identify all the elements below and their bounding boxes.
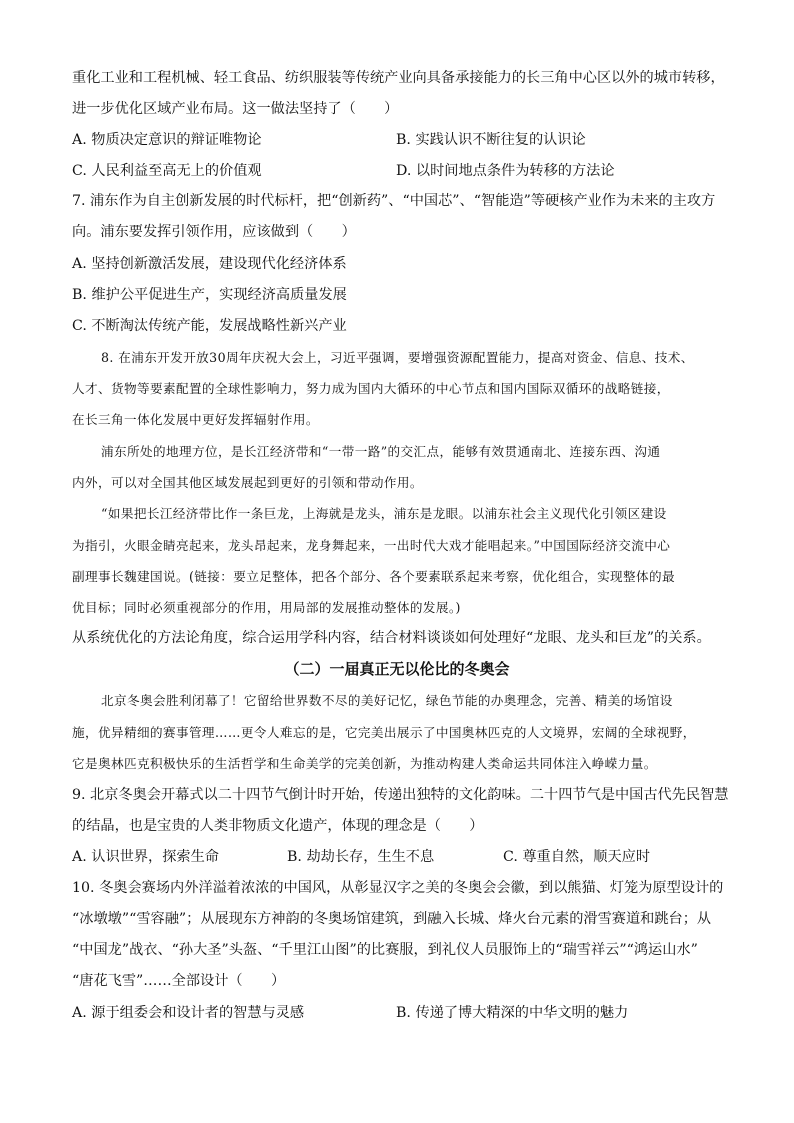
q6-option-b[interactable]: B. 实践认识不断往复的认识论	[396, 132, 586, 148]
q9-stem-line-1: 9. 北京冬奥会开幕式以二十四节气倒计时开始，传递出独特的文化韵味。二十四节气是中国古代先民智慧	[72, 787, 729, 803]
section-2-material-line-3: 它是奥林匹克积极快乐的生活哲学和生命美学的完美创新，为推动构建人类命运共同体注入峥嵘力量。	[72, 756, 657, 771]
q9-option-c[interactable]: C. 尊重自然，顺天应时	[503, 849, 651, 865]
q8-material-p1-line-1: 8. 在浦东开发开放30周年庆祝大会上，习近平强调，要增强资源配置能力，提高对资金、信息、技术、	[101, 350, 694, 365]
q6-stem-line-1: 重化工业和工程机械、轻工食品、纺织服装等传统产业向具备承接能力的长三角中心区以外的城市转移，	[72, 70, 725, 86]
section-2-material-line-2: 施，优异精细的赛事管理……更令人难忘的是，它完美出展示了中国奥林匹克的人文境界，宏阔的全球视野，	[72, 725, 696, 740]
q7-option-a[interactable]: A. 坚持创新激活发展，建设现代化经济体系	[72, 256, 347, 272]
q8-material-p1-line-3: 在长三角一体化发展中更好发挥辐射作用。	[72, 412, 319, 427]
section-2-material-line-1: 北京冬奥会胜利闭幕了！它留给世界数不尽的美好记忆，绿色节能的办奥理念，完善、精美的场馆设	[101, 693, 673, 708]
q10-stem-line-3: “中国龙”战衣、“孙大圣”头盔、“千里江山图”的比赛服，到礼仪人员服饰上的“瑞雪祥云”“鸿运山水”	[72, 942, 698, 958]
q8-material-p3-line-3: 副理事长魏建国说。(链接：要立足整体，把各个部分、各个要素联系起来考察，优化组合，实现整体的最	[72, 569, 676, 584]
q8-question: 从系统优化的方法论角度，综合运用学科内容，结合材料谈谈如何处理好“龙眼、龙头和巨龙”的关系。	[72, 630, 711, 646]
q7-option-c[interactable]: C. 不断淘汰传统产能，发展战略性新兴产业	[72, 318, 347, 334]
q10-stem-line-1: 10. 冬奥会赛场内外洋溢着浓浓的中国风，从彰显汉字之美的冬奥会会徽，到以熊猫、灯笼为原型设计的	[72, 880, 724, 896]
q9-stem-line-2: 的结晶，也是宝贵的人类非物质文化遗产，体现的理念是（ ）	[72, 818, 484, 834]
q8-material-p3-line-4: 优目标；同时必须重视部分的作用，用局部的发展推动整体的发展。)	[72, 600, 461, 615]
q8-material-p3-line-1: “如果把长江经济带比作一条巨龙，上海就是龙头，浦东是龙眼。以浦东社会主义现代化引领区建设	[101, 506, 667, 521]
q10-stem-line-4: “唐花飞雪”……全部设计（ ）	[72, 973, 286, 989]
q7-stem-line-2: 向。浦东要发挥引领作用，应该做到（ ）	[72, 224, 356, 240]
q9-option-a[interactable]: A. 认识世界，探索生命	[72, 849, 219, 865]
q6-option-d[interactable]: D. 以时间地点条件为转移的方法论	[396, 163, 615, 179]
q10-stem-line-2: “冰墩墩”“雪容融”；从展现东方神韵的冬奥场馆建筑，到融入长城、烽火台元素的滑雪赛道和跳台；从	[72, 911, 712, 927]
q10-option-b[interactable]: B. 传递了博大精深的中华文明的魅力	[396, 1005, 629, 1021]
q10-option-a[interactable]: A. 源于组委会和设计者的智慧与灵感	[72, 1005, 305, 1021]
q8-material-p2-line-2: 内外，可以对全国其他区域发展起到更好的引领和带动作用。	[72, 475, 423, 490]
q7-stem-line-1: 7. 浦东作为自主创新发展的时代标杆，把“创新药”、“中国芯”、“智能造”等硬核产业作为未来的主攻方	[72, 193, 716, 209]
q7-option-b[interactable]: B. 维护公平促进生产，实现经济高质量发展	[72, 287, 347, 303]
section-2-heading: （二）一届真正无以伦比的冬奥会	[284, 660, 510, 678]
q6-stem-line-2: 进一步优化区域产业布局。这一做法坚持了（ ）	[72, 101, 399, 117]
q8-material-p2-line-1: 浦东所处的地理方位，是长江经济带和“一带一路”的交汇点，能够有效贯通南北、连接东西、沟通	[101, 444, 661, 459]
q8-material-p3-line-2: 为指引，火眼金睛亮起来，龙头昂起来，龙身舞起来，一出时代大戏才能唱起来。”中国国际经济交流中心	[72, 538, 671, 553]
q6-option-a[interactable]: A. 物质决定意识的辩证唯物论	[72, 132, 262, 148]
q8-material-p1-line-2: 人才、货物等要素配置的全球性影响力，努力成为国内大循环的中心节点和国内国际双循环的战略链接，	[72, 381, 670, 396]
q6-option-c[interactable]: C. 人民利益至高无上的价值观	[72, 163, 262, 179]
q9-option-b[interactable]: B. 劫劫长存，生生不息	[287, 849, 435, 865]
